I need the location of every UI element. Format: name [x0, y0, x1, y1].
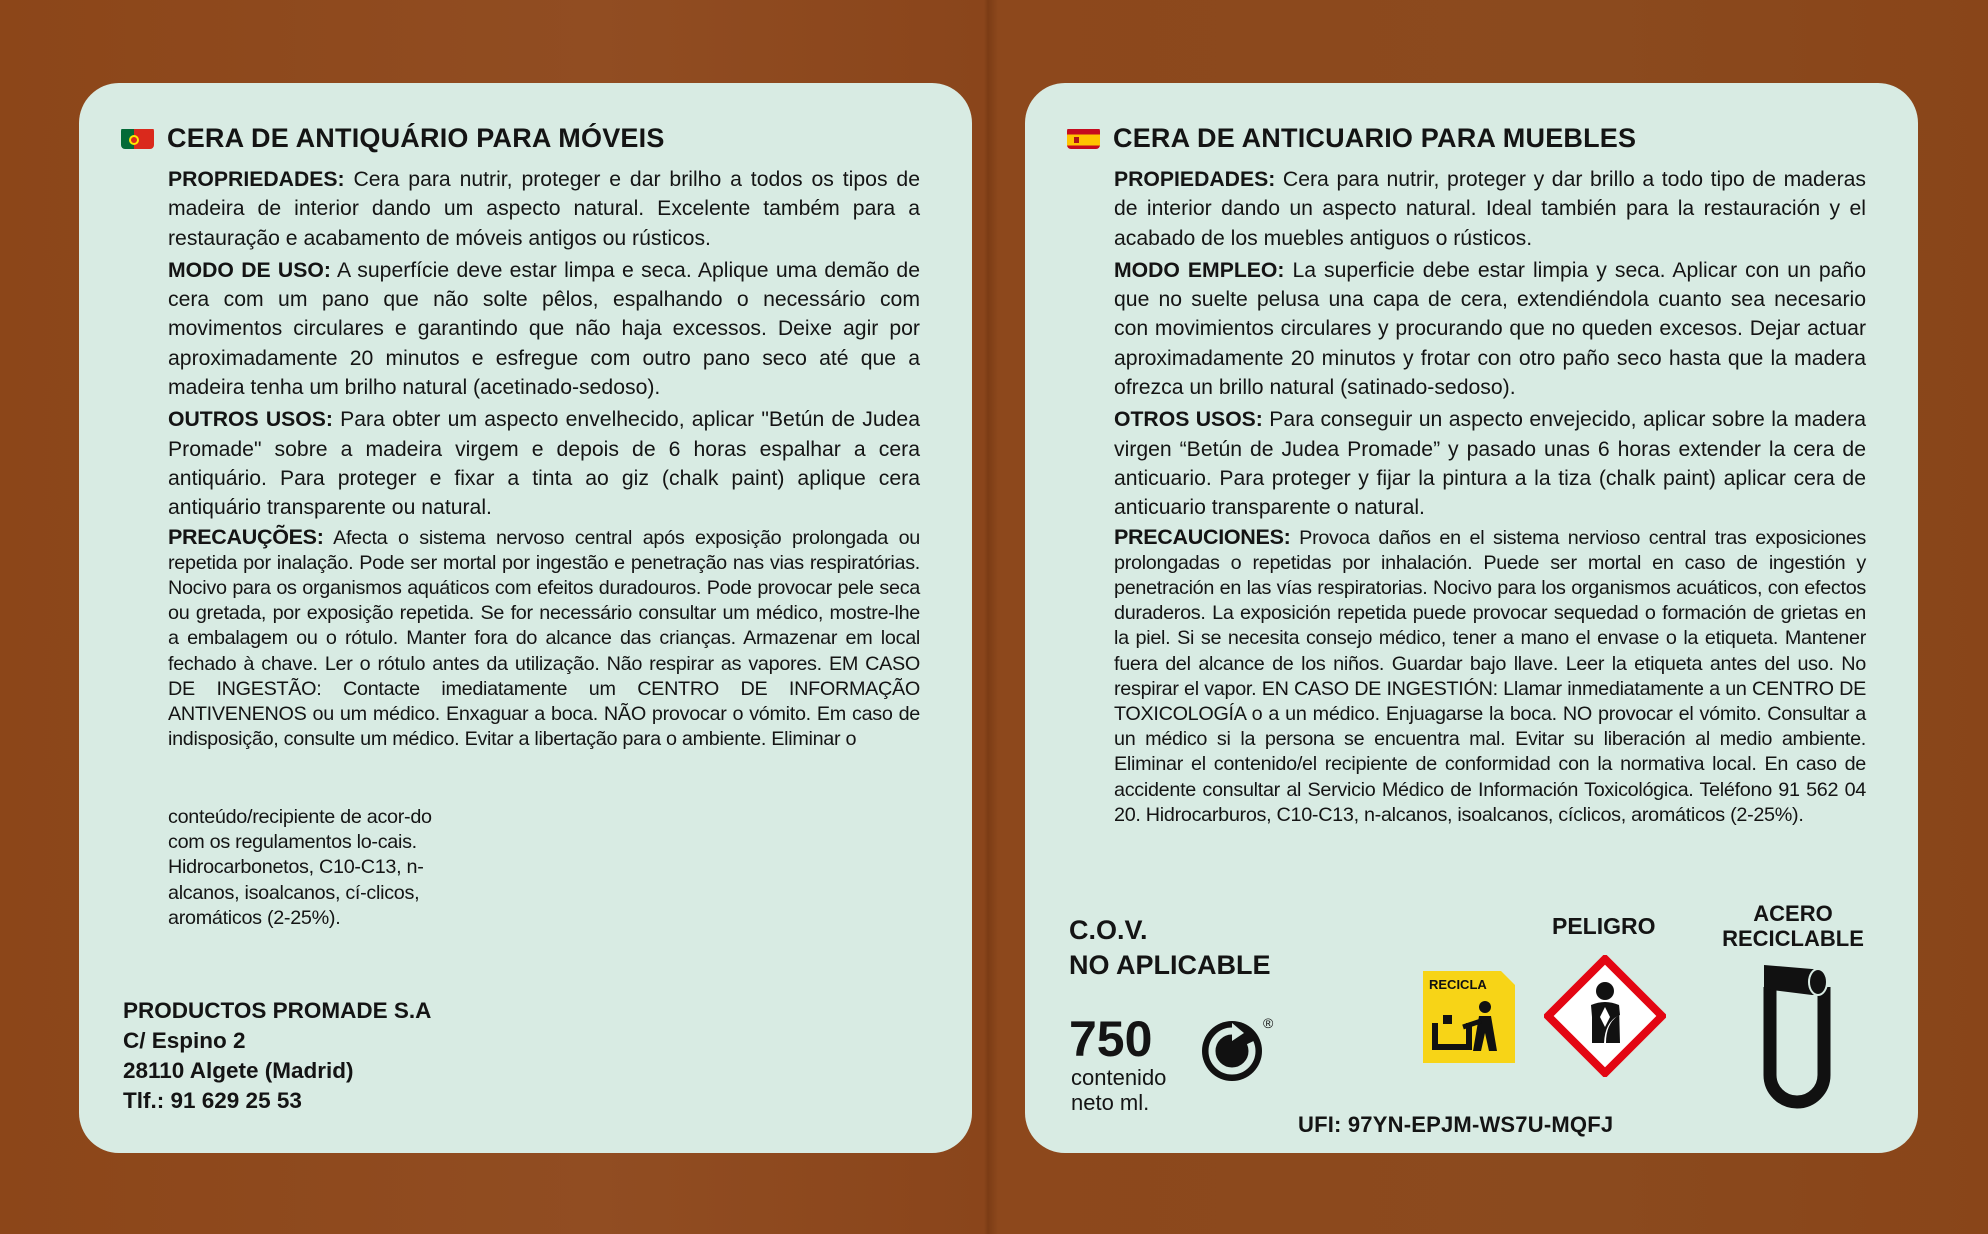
portugal-flag-icon [121, 127, 154, 149]
title-es: CERA DE ANTICUARIO PARA MUEBLES [1067, 123, 1636, 154]
company-city: 28110 Algete (Madrid) [123, 1058, 354, 1083]
body-pt [168, 165, 920, 754]
green-dot-icon [1200, 1019, 1264, 1083]
precauciones-es: PRECAUCIONES: Provoca daños en el sistema nervioso central tras exposiciones prolongadas o repetidas por inhalación. Puede ser mortal en caso de ingestión y penetración en las vías respiratorias. Nocivo para los organismos acuáticos, con efectos duraderos. La exposición repetida puede provocar sequedad o formación de grietas en la piel. Si se necesita consejo médico, tener a mano el envase o la etiqueta. Mantener fuera del alcance de los niños. Guardar bajo llave. Leer la etiqueta antes del uso. No respirar el vapor. EN CASO DE INGESTIÓN: Llamar inmediatamente a un CENTRO DE TOXICOLOGÍA o a un médico. Enjuagarse la boca. NO provocar el vómito. Consultar a un médico si la persona se encuentra mal. Evitar su liberación al medio ambiente. Eliminar el contenido/el recipiente de conformidad con la normativa local. En caso de accidente consultar al Servicio Médico de Información Toxicológica. Teléfono 91 562 04 20. Hidrocarburos, C10-C13, n-alcanos, isoalcanos, cíclicos, aromáticos (2-25%). [1114, 524, 1866, 826]
steel-recyclable-icon [1762, 955, 1832, 1115]
spain-flag-icon [1067, 127, 1100, 149]
precaucoes-pt: PRECAUÇÕES: Afecta o sistema nervoso central após exposição prolongada ou repetida por inalação. Pode ser mortal por ingestão e penetração nas vias respiratórias. Nocivo para os organismos aquáticos com efeitos duradouros. Pode provocar pele seca ou gretada, por exposição repetida. Se for necessário consultar um médico, mostre-lhe a embalagem ou o rótulo. Manter fora do alcance das crianças. Armazenar em local fechado à chave. Ler o rótulo antes da utilização. Não respirar as vapores. EM CASO DE INGESTÃO: Contacte imediatamente um CENTRO DE INFORMAÇÃO ANTIVENENOS ou um médico. Enxaguar a boca. NÃO provocar o vómito. Em caso de indisposição, consulte um médico. Evitar a libertação para o ambiente. Eliminar o [168, 524, 920, 751]
recicla-icon [1423, 971, 1515, 1063]
otros-usos-es: OTROS USOS: Para conseguir un aspecto envejecido, aplicar sobre la madera virgen “Betún de Judea Promade” y pasado unas 6 horas extender la cera de anticuario. Para proteger y fijar la pintura a la tiza (chalk paint) aplicar cera de anticuario transparente o natural. [1114, 408, 1866, 520]
propiedades-es: PROPIEDADES: Cera para nutrir, proteger y dar brillo a todo tipo de maderas de interior dando un aspecto natural. Ideal también para la restauración y el acabado de los muebles antiguos o rústicos. [1114, 168, 1866, 250]
precaucoes-tail-pt: conteúdo/recipiente de acor-do com os regulamentos lo-cais. Hidrocarbonetos, C10-C13, n-alcanos, isoalcanos, cí-clicos, aromáticos (2-25%). [168, 806, 432, 929]
modo-uso-pt: MODO DE USO: A superfície deve estar limpa e seca. Aplique uma demão de cera com um pano que não solte pêlos, espalhando o necessário com movimentos circulares e garantindo que não haja excessos. Deixe agir por aproximadamente 20 minutos e esfregue com outro pano seco até que a madeira tenha um brilho natural (acetinado-sedoso). [168, 258, 920, 400]
company-name: PRODUCTOS PROMADE S.A [123, 998, 432, 1023]
ufi-code: UFI: 97YN-EPJM-WS7U-MQFJ [1298, 1112, 1614, 1137]
panel-portuguese [79, 83, 972, 1153]
company-address [123, 996, 431, 1116]
recicla-text: RECICLA [1429, 977, 1487, 992]
steel-recyclable-label: ACERO RECICLABLE [1722, 901, 1864, 951]
ghs-health-hazard-icon [1544, 955, 1666, 1077]
outros-usos-pt: OUTROS USOS: Para obter um aspecto envelhecido, aplicar "Betún de Judea Promade" sobre a madeira virgem e depois de 6 horas espalhar a cera antiquário. Para proteger e fixar a tinta ao giz (chalk paint) aplique cera antiquário transparente ou natural. [168, 408, 920, 520]
registered-mark: ® [1263, 1015, 1274, 1031]
cov-label: C.O.V. NO APLICABLE [1069, 915, 1271, 980]
danger-label: PELIGRO [1552, 913, 1656, 939]
body-es [1114, 165, 1866, 830]
company-phone: Tlf.: 91 629 25 53 [123, 1088, 302, 1113]
net-quantity: 750 [1069, 1011, 1153, 1067]
panel-spanish [1025, 83, 1918, 1153]
title-pt: CERA DE ANTIQUÁRIO PARA MÓVEIS [121, 123, 665, 154]
propiedades-pt: PROPRIEDADES: Cera para nutrir, proteger e dar brilho a todos os tipos de madeira de interior dando um aspecto natural. Excelente também para a restauração e acabamento de móveis antigos ou rústicos. [168, 168, 920, 250]
net-quantity-label: contenido neto ml. [1071, 1065, 1167, 1115]
modo-empleo-es: MODO EMPLEO: La superficie debe estar limpia y seca. Aplicar con un paño que no suelte pelusa una capa de cera, extendiéndola cuanto sea necesario con movimientos circulares y procurando que no queden excesos. Dejar actuar aproximadamente 20 minutos y frotar con otro paño seco hasta que la madera ofrezca un brillo natural (satinado-sedoso). [1114, 258, 1867, 400]
company-street: C/ Espino 2 [123, 1028, 246, 1053]
